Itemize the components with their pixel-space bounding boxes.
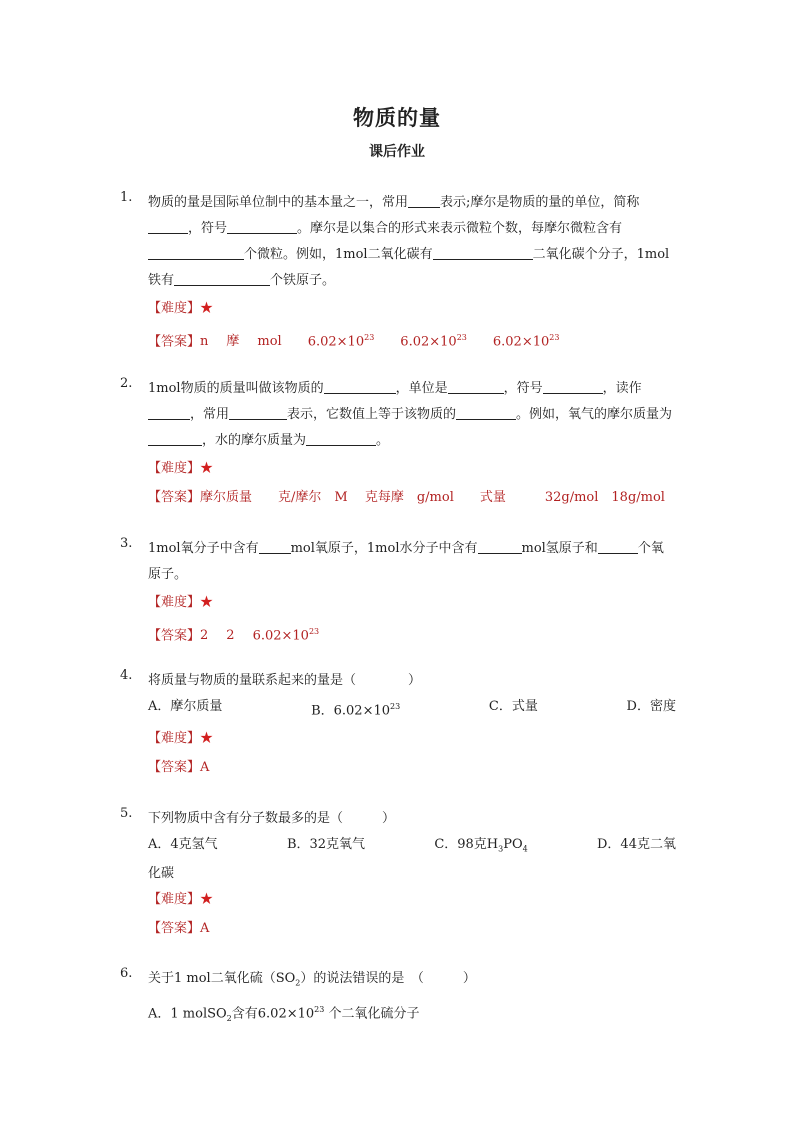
answer-blank — [478, 539, 522, 554]
options-row — [148, 694, 676, 724]
options-row — [148, 832, 676, 863]
question-stem: 1mol物质的质量叫做该物质的 ，单位是 ，符号 ，读作，常用 表示，它数值上等于该物质的 。例如，氧气的摩尔质量为，水的摩尔质量为 。 — [148, 381, 673, 448]
star-icon: ★ — [200, 461, 214, 476]
answer-blank — [148, 219, 188, 234]
question-stem: 将质量与物质的量联系起来的量是（ ） — [148, 673, 422, 688]
answer-blank — [456, 405, 516, 420]
question-4 — [120, 668, 676, 782]
option-b: B．$6.02\times 10^{23}$ — [311, 702, 401, 719]
difficulty-row: 【难度】★ — [148, 731, 214, 747]
star-icon: ★ — [200, 891, 214, 907]
answer-blank — [229, 405, 287, 420]
question-number: 1. — [120, 190, 133, 205]
answer-blank — [408, 193, 440, 208]
question-stem: 物质的量是国际单位制中的基本量之一，常用 表示;摩尔是物质的量的单位，简称，符号 。摩尔是以集合的形式来表示微粒个数，每摩尔微粒含有个微粒。例如，1mol二氧化碳有 二氧化碳个分子，1mol铁有 个铁原子。 — [148, 195, 670, 288]
page-subtitle: 课后作业 — [369, 144, 425, 160]
question-1 — [120, 190, 676, 356]
option-c: C．式量 — [488, 699, 538, 714]
difficulty-row: 【难度】★ — [148, 891, 214, 907]
answer-blank — [324, 379, 396, 394]
question-stem: 关于1 mol二氧化硫$(SO_2)$的说法错误的是 （ ） — [148, 971, 476, 988]
difficulty-row: 【难度】★ — [148, 301, 214, 316]
answer-blank — [259, 539, 291, 554]
answer-blank — [543, 379, 603, 394]
option-c: C．98克$H_3PO_4$ — [434, 837, 528, 854]
star-icon: ★ — [200, 301, 214, 316]
question-5 — [120, 806, 676, 943]
option-d-wrap: 化碳 — [148, 865, 175, 881]
option-b: B．32克氧气 — [286, 837, 366, 852]
question-6 — [120, 966, 676, 1032]
answer-row: 【答案】n 摩 mol $6.02\times 10^{23}$ $6.02\times 10^{23}$ $6.02\times 10^{23}$ — [148, 333, 560, 350]
option-d: D．密度 — [626, 699, 676, 714]
answer-blank — [227, 219, 297, 234]
star-icon: ★ — [200, 731, 214, 747]
answer-row: 【答案】2 2 $6.02\times 10^{23}$ — [148, 627, 320, 644]
answer-blank — [306, 431, 376, 446]
answer-row: 【答案】A — [148, 760, 210, 776]
answer-blank — [174, 271, 270, 286]
star-icon: ★ — [200, 595, 214, 610]
question-number: 6. — [120, 966, 133, 981]
question-stem: 下列物质中含有分子数最多的是（ ） — [148, 811, 396, 826]
question-number: 2. — [120, 376, 133, 391]
question-number: 5. — [120, 806, 133, 821]
page-title: 物质的量 — [353, 106, 441, 130]
answer-row: 【答案】摩尔质量 克/摩尔 M 克每摩 g/mol 式量 32g/mol 18g/mol — [148, 490, 665, 505]
answer-blank — [448, 379, 504, 394]
difficulty-row: 【难度】★ — [148, 595, 214, 610]
answer-row: 【答案】A — [148, 920, 210, 936]
question-2 — [120, 376, 676, 512]
option-a: A．摩尔质量 — [148, 699, 223, 714]
answer-blank — [148, 245, 244, 260]
answer-blank — [148, 431, 202, 446]
question-number: 3. — [120, 536, 133, 551]
answer-blank — [598, 539, 638, 554]
question-stem: 1mol氧分子中含有 mol氧原子，1mol水分子中含有 mol氢原子和 个氧原子。 — [148, 541, 664, 582]
option-d: D．44克二氧 — [597, 837, 676, 852]
question-number: 4. — [120, 668, 133, 683]
question-3 — [120, 536, 676, 650]
option-a: A．1 molSO$_2$含有$6.02\times 10^{23}$ 个二氧化硫分子 — [148, 1004, 420, 1023]
option-a: A．4克氢气 — [148, 837, 218, 852]
difficulty-row: 【难度】★ — [148, 461, 214, 476]
answer-blank — [148, 405, 190, 420]
answer-blank — [433, 245, 533, 260]
